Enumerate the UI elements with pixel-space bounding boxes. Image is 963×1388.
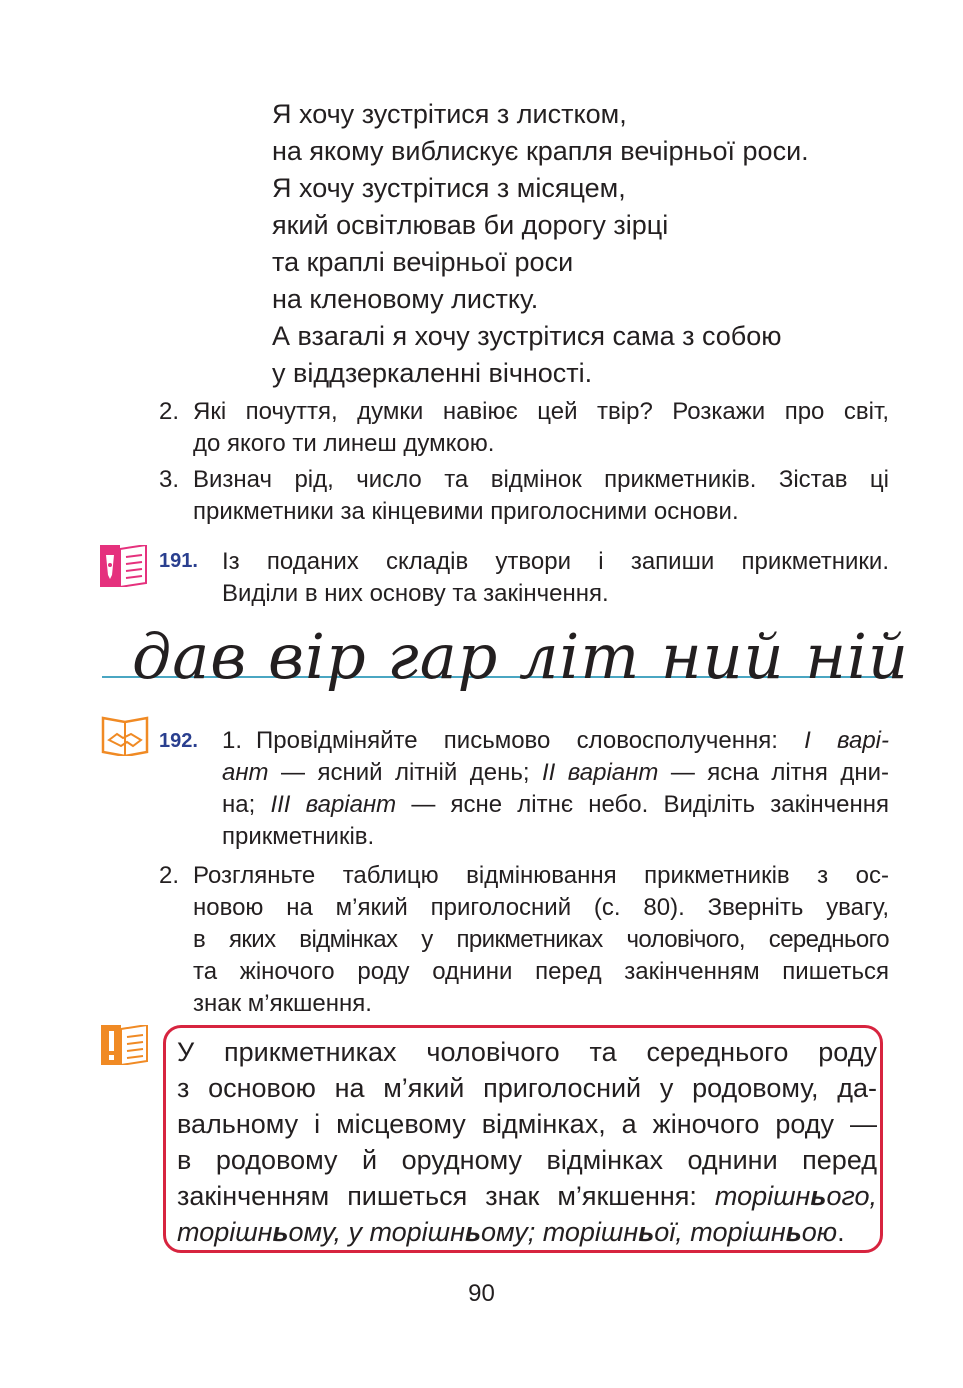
poem-line: Я хочу зустрітися з місяцем, — [272, 173, 626, 203]
question-2 — [159, 396, 889, 460]
rule-line: вальному і місцевому відмінках, а жіночого роду — — [177, 1109, 877, 1139]
variant-label: І варі- — [804, 727, 890, 754]
question-number: 3. — [159, 466, 180, 493]
part-number: 1. — [222, 727, 243, 754]
poem-line: який освітлював би дорогу зірці — [272, 210, 669, 240]
part-text: прикметників. — [222, 823, 375, 850]
question-number: 2. — [159, 398, 180, 425]
variant-label: ІІ варіант — [541, 759, 659, 786]
variant-label: ІІІ варіант — [270, 791, 397, 818]
poem-line: Я хочу зустрітися з листком, — [272, 99, 627, 129]
exercise-191-text — [222, 546, 889, 610]
part-number: 2. — [159, 862, 180, 889]
question-line: до якого ти линеш думкою. — [193, 430, 495, 457]
poem-line: А взагалі я хочу зустрітися сама з собою — [272, 321, 782, 351]
part-line: новою на м’який приголосний (с. 80). Зверніть увагу, — [193, 894, 889, 921]
example-word: торішнього, — [714, 1181, 877, 1211]
part-line: в яких відмінках у прикметниках чоловічого, середнього — [193, 926, 889, 953]
part-text: — ясне літнє небо. Виділіть закінчення — [396, 791, 890, 818]
rule-line: закінченням пишеться знак м’якшення: — [177, 1181, 715, 1211]
handshake-icon — [101, 716, 149, 761]
rule-line: з основою на м’який приголосний у родовому, да- — [177, 1073, 877, 1103]
part-line: знак м’якшення. — [193, 990, 372, 1017]
exercise-192-part-2 — [159, 860, 889, 1020]
part-line: Розгляньте таблицю відмінювання прикметників з ос- — [193, 862, 889, 889]
cursive-syllables — [102, 614, 909, 714]
poem-line: на кленовому листку. — [272, 284, 539, 314]
pen-writing-icon — [100, 545, 148, 592]
rule-line: У прикметниках чоловічого та середнього роду — [177, 1037, 877, 1067]
exclamation-book-icon — [101, 1025, 149, 1070]
exercise-number: 192. — [159, 730, 198, 752]
rule-text — [177, 1034, 877, 1250]
part-text: — ясна літня дни- — [658, 759, 890, 786]
exercise-line: Із поданих складів утвори і запиши прикметники. — [222, 548, 889, 575]
poem — [272, 96, 809, 392]
part-text: Провідміняйте письмово словосполучення: — [256, 727, 805, 754]
rule-line: в родовому й орудному відмінках однини перед — [177, 1145, 877, 1175]
exercise-number: 191. — [159, 550, 198, 572]
part-text: на; — [222, 791, 271, 818]
rule-end: . — [837, 1217, 845, 1247]
poem-line: у віддзеркаленні вічності. — [272, 358, 593, 388]
question-line: Визнач рід, число та відмінок прикметників. Зістав ці — [193, 466, 889, 493]
part-line: та жіночого роду однини перед закінченням пишеться — [193, 958, 889, 985]
exercise-line: Виділи в них основу та закінчення. — [222, 580, 609, 607]
poem-line: на якому виблискує крапля вечірньої роси. — [272, 136, 809, 166]
example-word: торішньому, у торішньому; торішньої, торішньою — [177, 1217, 838, 1247]
variant-label: ант — [222, 759, 269, 786]
poem-line: та краплі вечірньої роси — [272, 247, 574, 277]
syllables-text: дав вір гар літ ний ній — [132, 620, 909, 693]
question-3 — [159, 464, 889, 528]
question-line: прикметники за кінцевими приголосними основи. — [193, 498, 739, 525]
part-text: — ясний літній день; — [268, 759, 542, 786]
page-number: 90 — [468, 1280, 495, 1307]
exercise-192-part-1 — [222, 725, 889, 853]
question-line: Які почуття, думки навіює цей твір? Розкажи про світ, — [193, 398, 889, 425]
